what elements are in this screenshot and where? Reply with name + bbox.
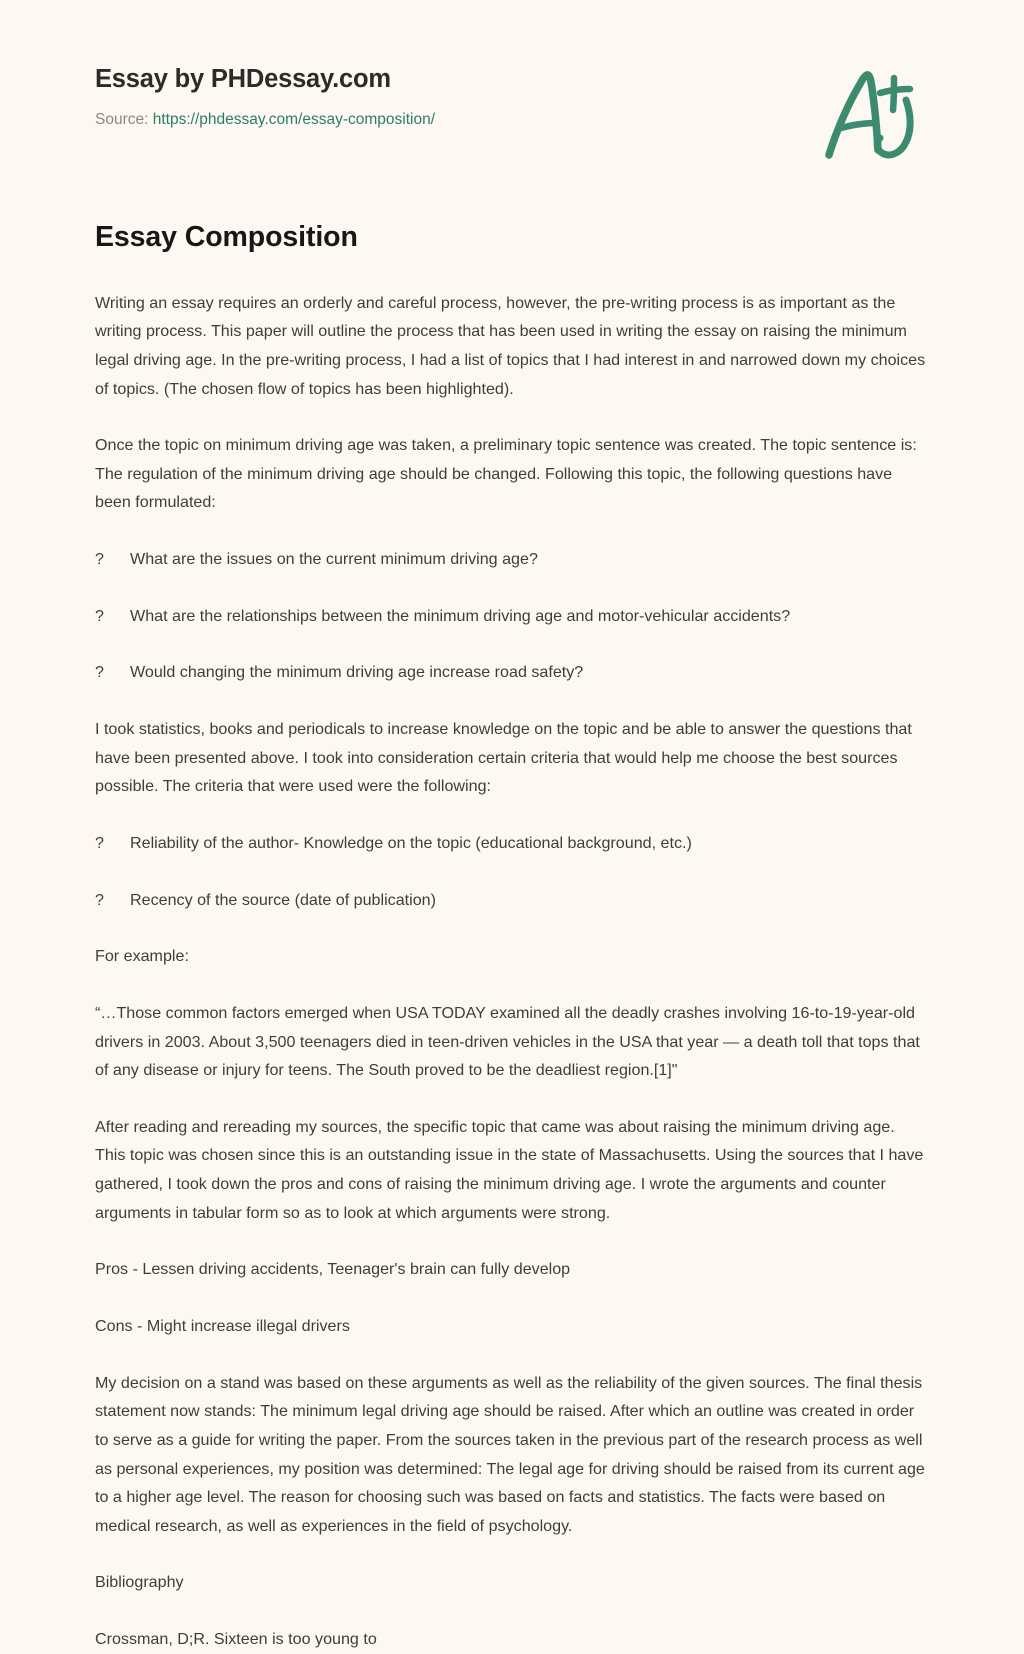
list-item-label: Reliability of the author- Knowledge on the topic (educational background, etc.) [130, 833, 692, 852]
article [0, 180, 1024, 1654]
list-item-marker: ? [95, 550, 104, 569]
list-item-label: What are the relationships between the minimum driving age and motor-vehicular accidents? [130, 606, 791, 625]
paragraph: “…Those common factors emerged when USA TODAY examined all the deadly crashes involving 16-to-19-year-old drivers in 2003. About 3,500 teenagers died in teen-driven vehicles in the USA that year — a death toll that tops that of any disease or injury for teens. The South proved to be the deadliest region.[1]" [95, 1003, 920, 1080]
source-url-link[interactable]: https://phdessay.com/essay-composition/ [152, 110, 436, 128]
paragraph: My decision on a stand was based on these arguments as well as the reliability of the given sources. The final thesis statement now stands: The minimum legal driving age should be raised. After which an outline was created in order to serve as a guide for writing the paper. From the sources taken in the previous part of the research process as well as personal experiences, my position was determined: The legal age for driving should be raised from its current age to a higher age level. The reason for choosing such was based on facts and statistics. The facts were based on medical research, as well as experiences in the field of psychology. [95, 1373, 925, 1535]
paragraph: Once the topic on minimum driving age was taken, a preliminary topic sentence was created. The topic sentence is: The regulation of the minimum driving age should be changed. Following this topic, the following questions have been formulated: [95, 436, 917, 512]
list-item-marker: ? [95, 663, 104, 682]
header-text-block [95, 64, 435, 129]
list-item [95, 630, 928, 687]
list-item [95, 801, 928, 858]
paragraph: Bibliography [95, 1573, 184, 1592]
paragraph: For example: [95, 947, 189, 966]
list-item [95, 574, 928, 631]
page-header [0, 0, 1024, 180]
paragraph: Cons - Might increase illegal drivers [95, 1317, 350, 1335]
list-item-label: What are the issues on the current minimum driving age? [130, 550, 538, 569]
article-body [0, 256, 1024, 1654]
list-item-label: Would changing the minimum driving age increase road safety? [130, 663, 584, 682]
a-plus-handwritten-logo-icon [820, 62, 932, 166]
list-item [95, 858, 928, 915]
list-item [95, 517, 928, 574]
paragraph: After reading and rereading my sources, the specific topic that came was about raising the minimum driving age. This topic was chosen since this is an outstanding issue in the state of Massachusetts. Using the sources that I have gathered, I took down the pros and cons of raising the minimum driving age. I wrote the arguments and counter arguments in tabular form so as to look at which arguments were strong. [95, 1117, 924, 1222]
paragraph: Writing an essay requires an orderly and careful process, however, the pre-writing process is as important as the writing process. This paper will outline the process that has been used in writing the essay on raising the minimum legal driving age. In the pre-writing process, I had a list of topics that I had interest in and narrowed down my choices of topics. (The chosen flow of topics has been highlighted). [95, 293, 926, 398]
source-label: Source: [95, 110, 149, 128]
paragraph: Crossman, D;R. Sixteen is too young to [95, 1630, 377, 1649]
list-item-marker: ? [95, 890, 104, 909]
source-line [95, 111, 435, 130]
brand-title: Essay by PHDessay.com [95, 65, 391, 93]
list-item-marker: ? [95, 606, 104, 625]
paragraph: I took statistics, books and periodicals to increase knowledge on the topic and be able to answer the questions that have been presented above. I took into consideration certain criteria that would help me choose the best sources possible. The criteria that were used were the following: [95, 720, 912, 796]
list-item-marker: ? [95, 833, 104, 852]
page-title: Essay Composition [95, 221, 358, 253]
list-item-label: Recency of the source (date of publication) [130, 890, 436, 909]
paragraph: Pros - Lessen driving accidents, Teenager's brain can fully develop [95, 1260, 571, 1279]
